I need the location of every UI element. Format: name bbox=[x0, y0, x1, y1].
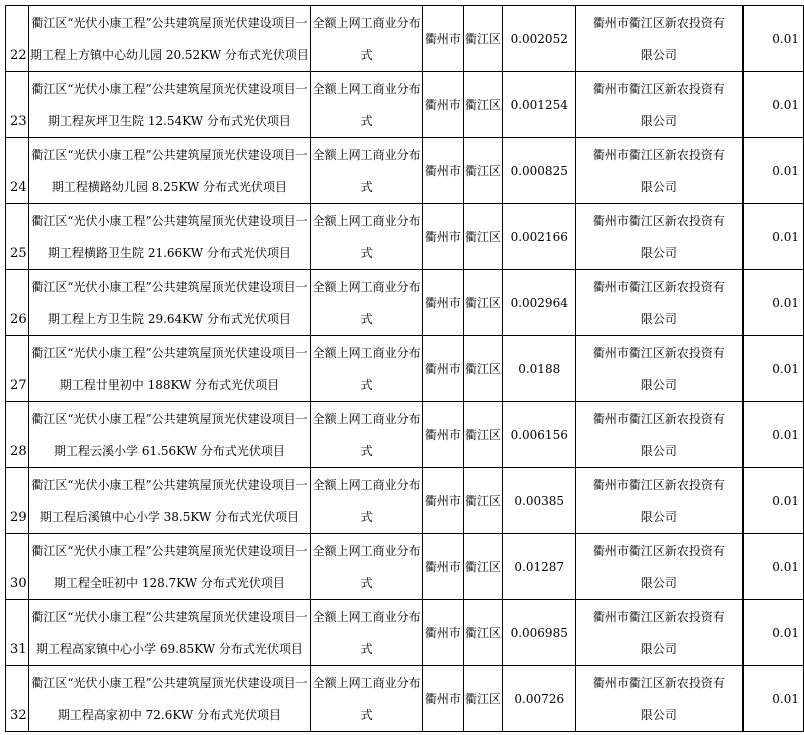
table-row bbox=[6, 270, 804, 336]
ratio-cell bbox=[743, 270, 803, 336]
district: 衢江区 bbox=[465, 691, 502, 706]
project-name-cell bbox=[28, 468, 311, 534]
project-name-line-1: 衢江区“光伏小康工程”公共建筑屋顶光伏建设项目一 bbox=[31, 147, 308, 162]
capacity-value-cell bbox=[503, 270, 576, 336]
project-name-cell bbox=[28, 402, 311, 468]
row-number-cell bbox=[6, 138, 29, 204]
owner-line-2: 限公司 bbox=[640, 641, 677, 656]
project-name-line-2: 期工程上方卫生院 29.64KW 分布式光伏项目 bbox=[48, 311, 291, 326]
city-cell bbox=[423, 402, 464, 468]
capacity-value: 0.0188 bbox=[518, 361, 561, 376]
ratio-cell bbox=[743, 72, 803, 138]
project-table bbox=[5, 5, 804, 732]
owner-line-2: 限公司 bbox=[640, 311, 677, 326]
ratio-cell bbox=[743, 204, 803, 270]
table-row bbox=[6, 468, 804, 534]
ratio-cell bbox=[743, 138, 803, 204]
row-number-cell bbox=[6, 6, 29, 72]
city: 衢州市 bbox=[424, 559, 461, 574]
owner-line-2: 限公司 bbox=[640, 443, 677, 458]
project-name-line-2: 期工程高家镇中心小学 69.85KW 分布式光伏项目 bbox=[36, 641, 303, 656]
grid-type-cell bbox=[311, 666, 423, 732]
project-name-cell bbox=[28, 336, 311, 402]
project-name-cell bbox=[28, 600, 311, 666]
ratio-cell bbox=[743, 534, 803, 600]
district-cell bbox=[463, 600, 503, 666]
project-name-cell bbox=[28, 72, 311, 138]
owner-cell bbox=[576, 270, 743, 336]
grid-type-line-2: 式 bbox=[360, 509, 373, 524]
owner-line-1: 衢州市衢江区新农投资有 bbox=[592, 345, 725, 360]
project-name-line-1: 衢江区“光伏小康工程”公共建筑屋顶光伏建设项目一 bbox=[31, 81, 308, 96]
grid-type-line-1: 全额上网工商业分布 bbox=[312, 279, 421, 294]
project-name-cell bbox=[28, 666, 311, 732]
district: 衢江区 bbox=[465, 361, 502, 376]
capacity-value: 0.00726 bbox=[514, 691, 565, 706]
project-name-line-2: 期工程云溪小学 61.56KW 分布式光伏项目 bbox=[54, 443, 285, 458]
project-name-cell bbox=[28, 270, 311, 336]
district: 衢江区 bbox=[465, 295, 502, 310]
owner-line-1: 衢州市衢江区新农投资有 bbox=[592, 147, 725, 162]
city: 衢州市 bbox=[424, 361, 461, 376]
city: 衢州市 bbox=[424, 691, 461, 706]
table-row bbox=[6, 402, 804, 468]
project-name-line-2: 期工程上方镇中心幼儿园 20.52KW 分布式光伏项目 bbox=[30, 47, 309, 62]
row-number-cell bbox=[6, 600, 29, 666]
row-number: 26 bbox=[10, 312, 27, 327]
city-cell bbox=[423, 336, 464, 402]
capacity-value-cell bbox=[503, 72, 576, 138]
grid-type-line-2: 式 bbox=[360, 47, 373, 62]
owner-line-1: 衢州市衢江区新农投资有 bbox=[592, 279, 725, 294]
ratio: 0.01 bbox=[772, 427, 799, 442]
ratio: 0.01 bbox=[772, 493, 799, 508]
grid-type-cell bbox=[311, 72, 423, 138]
owner-line-2: 限公司 bbox=[640, 47, 677, 62]
capacity-value-cell bbox=[503, 468, 576, 534]
ratio-cell bbox=[743, 468, 803, 534]
district-cell bbox=[463, 336, 503, 402]
project-name-line-2: 期工程横路幼儿园 8.25KW 分布式光伏项目 bbox=[51, 179, 288, 194]
city: 衢州市 bbox=[424, 31, 461, 46]
grid-type-line-1: 全额上网工商业分布 bbox=[312, 543, 421, 558]
row-number-cell bbox=[6, 336, 29, 402]
owner-line-1: 衢州市衢江区新农投资有 bbox=[592, 411, 725, 426]
owner-line-2: 限公司 bbox=[640, 245, 677, 260]
grid-type-line-1: 全额上网工商业分布 bbox=[312, 477, 421, 492]
city: 衢州市 bbox=[424, 493, 461, 508]
table-row bbox=[6, 204, 804, 270]
capacity-value-cell bbox=[503, 534, 576, 600]
project-name-line-2: 期工程全旺初中 128.7KW 分布式光伏项目 bbox=[54, 575, 285, 590]
owner-line-2: 限公司 bbox=[640, 377, 677, 392]
district-cell bbox=[463, 534, 503, 600]
district-cell bbox=[463, 270, 503, 336]
row-number-cell bbox=[6, 534, 29, 600]
ratio: 0.01 bbox=[772, 691, 799, 706]
grid-type-cell bbox=[311, 138, 423, 204]
grid-type-cell bbox=[311, 534, 423, 600]
row-number: 23 bbox=[10, 114, 27, 129]
capacity-value-cell bbox=[503, 138, 576, 204]
ratio: 0.01 bbox=[772, 625, 799, 640]
project-name-line-1: 衢江区“光伏小康工程”公共建筑屋顶光伏建设项目一 bbox=[31, 213, 308, 228]
owner-line-2: 限公司 bbox=[640, 179, 677, 194]
city-cell bbox=[423, 600, 464, 666]
ratio-cell bbox=[743, 6, 803, 72]
capacity-value: 0.01287 bbox=[514, 559, 565, 574]
row-number: 31 bbox=[10, 642, 27, 657]
grid-type-cell bbox=[311, 204, 423, 270]
grid-type-line-1: 全额上网工商业分布 bbox=[312, 411, 421, 426]
project-table-body bbox=[6, 6, 804, 732]
capacity-value-cell bbox=[503, 336, 576, 402]
table-row bbox=[6, 666, 804, 732]
capacity-value: 0.002052 bbox=[510, 31, 568, 46]
owner-line-2: 限公司 bbox=[640, 113, 677, 128]
project-name-line-1: 衢江区“光伏小康工程”公共建筑屋顶光伏建设项目一 bbox=[31, 15, 308, 30]
district: 衢江区 bbox=[465, 163, 502, 178]
grid-type-line-1: 全额上网工商业分布 bbox=[312, 81, 421, 96]
table-row bbox=[6, 72, 804, 138]
grid-type-line-2: 式 bbox=[360, 311, 373, 326]
ratio-cell bbox=[743, 600, 803, 666]
grid-type-cell bbox=[311, 600, 423, 666]
capacity-value: 0.006985 bbox=[510, 625, 568, 640]
grid-type-cell bbox=[311, 402, 423, 468]
district-cell bbox=[463, 72, 503, 138]
grid-type-line-2: 式 bbox=[360, 641, 373, 656]
grid-type-line-2: 式 bbox=[360, 113, 373, 128]
capacity-value-cell bbox=[503, 204, 576, 270]
row-number-cell bbox=[6, 270, 29, 336]
city: 衢州市 bbox=[424, 97, 461, 112]
district-cell bbox=[463, 6, 503, 72]
table-row bbox=[6, 600, 804, 666]
district: 衢江区 bbox=[465, 97, 502, 112]
owner-cell bbox=[576, 6, 743, 72]
project-name-cell bbox=[28, 534, 311, 600]
city-cell bbox=[423, 204, 464, 270]
project-name-cell bbox=[28, 6, 311, 72]
owner-line-2: 限公司 bbox=[640, 575, 677, 590]
owner-line-1: 衢州市衢江区新农投资有 bbox=[592, 609, 725, 624]
city-cell bbox=[423, 270, 464, 336]
row-number: 27 bbox=[10, 378, 27, 393]
table-row bbox=[6, 534, 804, 600]
grid-type-cell bbox=[311, 468, 423, 534]
project-name-line-1: 衢江区“光伏小康工程”公共建筑屋顶光伏建设项目一 bbox=[31, 477, 308, 492]
owner-cell bbox=[576, 468, 743, 534]
row-number-cell bbox=[6, 666, 29, 732]
capacity-value-cell bbox=[503, 600, 576, 666]
ratio: 0.01 bbox=[772, 559, 799, 574]
ratio: 0.01 bbox=[772, 163, 799, 178]
project-name-line-1: 衢江区“光伏小康工程”公共建筑屋顶光伏建设项目一 bbox=[31, 279, 308, 294]
row-number: 30 bbox=[10, 576, 27, 591]
owner-line-1: 衢州市衢江区新农投资有 bbox=[592, 477, 725, 492]
city: 衢州市 bbox=[424, 625, 461, 640]
project-name-line-1: 衢江区“光伏小康工程”公共建筑屋顶光伏建设项目一 bbox=[31, 411, 308, 426]
city-cell bbox=[423, 72, 464, 138]
owner-cell bbox=[576, 666, 743, 732]
ratio: 0.01 bbox=[772, 31, 799, 46]
grid-type-cell bbox=[311, 336, 423, 402]
grid-type-line-1: 全额上网工商业分布 bbox=[312, 609, 421, 624]
row-number: 29 bbox=[10, 510, 27, 525]
city-cell bbox=[423, 534, 464, 600]
row-number-cell bbox=[6, 468, 29, 534]
grid-type-line-2: 式 bbox=[360, 377, 373, 392]
project-name-line-1: 衢江区“光伏小康工程”公共建筑屋顶光伏建设项目一 bbox=[31, 675, 308, 690]
capacity-value: 0.000825 bbox=[510, 163, 568, 178]
capacity-value-cell bbox=[503, 666, 576, 732]
district: 衢江区 bbox=[465, 31, 502, 46]
grid-type-line-2: 式 bbox=[360, 443, 373, 458]
project-name-line-1: 衢江区“光伏小康工程”公共建筑屋顶光伏建设项目一 bbox=[31, 543, 308, 558]
project-name-cell bbox=[28, 204, 311, 270]
owner-cell bbox=[576, 600, 743, 666]
project-name-line-1: 衢江区“光伏小康工程”公共建筑屋顶光伏建设项目一 bbox=[31, 345, 308, 360]
ratio-cell bbox=[743, 402, 803, 468]
project-name-line-2: 期工程廿里初中 188KW 分布式光伏项目 bbox=[59, 377, 280, 392]
capacity-value: 0.006156 bbox=[510, 427, 568, 442]
district: 衢江区 bbox=[465, 625, 502, 640]
grid-type-line-2: 式 bbox=[360, 707, 373, 722]
city: 衢州市 bbox=[424, 427, 461, 442]
grid-type-line-1: 全额上网工商业分布 bbox=[312, 675, 421, 690]
owner-cell bbox=[576, 204, 743, 270]
grid-type-line-1: 全额上网工商业分布 bbox=[312, 345, 421, 360]
project-name-line-1: 衢江区“光伏小康工程”公共建筑屋顶光伏建设项目一 bbox=[31, 609, 308, 624]
row-number: 24 bbox=[10, 180, 27, 195]
table-row bbox=[6, 6, 804, 72]
project-name-line-2: 期工程横路卫生院 21.66KW 分布式光伏项目 bbox=[48, 245, 291, 260]
district-cell bbox=[463, 666, 503, 732]
owner-line-1: 衢州市衢江区新农投资有 bbox=[592, 675, 725, 690]
grid-type-line-1: 全额上网工商业分布 bbox=[312, 147, 421, 162]
project-name-line-2: 期工程高家初中 72.6KW 分布式光伏项目 bbox=[57, 707, 282, 722]
ratio: 0.01 bbox=[772, 97, 799, 112]
district: 衢江区 bbox=[465, 493, 502, 508]
owner-line-1: 衢州市衢江区新农投资有 bbox=[592, 543, 725, 558]
city: 衢州市 bbox=[424, 295, 461, 310]
ratio: 0.01 bbox=[772, 361, 799, 376]
row-number-cell bbox=[6, 72, 29, 138]
grid-type-line-2: 式 bbox=[360, 179, 373, 194]
owner-cell bbox=[576, 402, 743, 468]
grid-type-line-1: 全额上网工商业分布 bbox=[312, 213, 421, 228]
city-cell bbox=[423, 468, 464, 534]
district: 衢江区 bbox=[465, 229, 502, 244]
row-number: 22 bbox=[10, 48, 27, 63]
ratio: 0.01 bbox=[772, 229, 799, 244]
grid-type-line-2: 式 bbox=[360, 245, 373, 260]
capacity-value: 0.002964 bbox=[510, 295, 568, 310]
grid-type-line-1: 全额上网工商业分布 bbox=[312, 15, 421, 30]
owner-line-1: 衢州市衢江区新农投资有 bbox=[592, 213, 725, 228]
grid-type-line-2: 式 bbox=[360, 575, 373, 590]
owner-line-1: 衢州市衢江区新农投资有 bbox=[592, 81, 725, 96]
owner-cell bbox=[576, 72, 743, 138]
district: 衢江区 bbox=[465, 427, 502, 442]
capacity-value: 0.001254 bbox=[510, 97, 568, 112]
capacity-value: 0.002166 bbox=[510, 229, 568, 244]
project-name-line-2: 期工程灰坪卫生院 12.54KW 分布式光伏项目 bbox=[48, 113, 291, 128]
city: 衢州市 bbox=[424, 229, 461, 244]
table-row bbox=[6, 138, 804, 204]
grid-type-cell bbox=[311, 6, 423, 72]
ratio-cell bbox=[743, 336, 803, 402]
owner-line-1: 衢州市衢江区新农投资有 bbox=[592, 15, 725, 30]
city-cell bbox=[423, 138, 464, 204]
project-name-cell bbox=[28, 138, 311, 204]
row-number: 28 bbox=[10, 444, 27, 459]
row-number-cell bbox=[6, 204, 29, 270]
district-cell bbox=[463, 468, 503, 534]
owner-cell bbox=[576, 534, 743, 600]
project-name-line-2: 期工程后溪镇中心小学 38.5KW 分布式光伏项目 bbox=[39, 509, 300, 524]
capacity-value-cell bbox=[503, 6, 576, 72]
city-cell bbox=[423, 666, 464, 732]
owner-cell bbox=[576, 138, 743, 204]
ratio: 0.01 bbox=[772, 295, 799, 310]
row-number-cell bbox=[6, 402, 29, 468]
table-row bbox=[6, 336, 804, 402]
district: 衢江区 bbox=[465, 559, 502, 574]
district-cell bbox=[463, 138, 503, 204]
city: 衢州市 bbox=[424, 163, 461, 178]
capacity-value-cell bbox=[503, 402, 576, 468]
ratio-cell bbox=[743, 666, 803, 732]
row-number: 25 bbox=[10, 246, 27, 261]
capacity-value: 0.00385 bbox=[514, 493, 565, 508]
grid-type-cell bbox=[311, 270, 423, 336]
district-cell bbox=[463, 402, 503, 468]
owner-line-2: 限公司 bbox=[640, 707, 677, 722]
city-cell bbox=[423, 6, 464, 72]
owner-line-2: 限公司 bbox=[640, 509, 677, 524]
district-cell bbox=[463, 204, 503, 270]
owner-cell bbox=[576, 336, 743, 402]
row-number: 32 bbox=[10, 708, 27, 723]
